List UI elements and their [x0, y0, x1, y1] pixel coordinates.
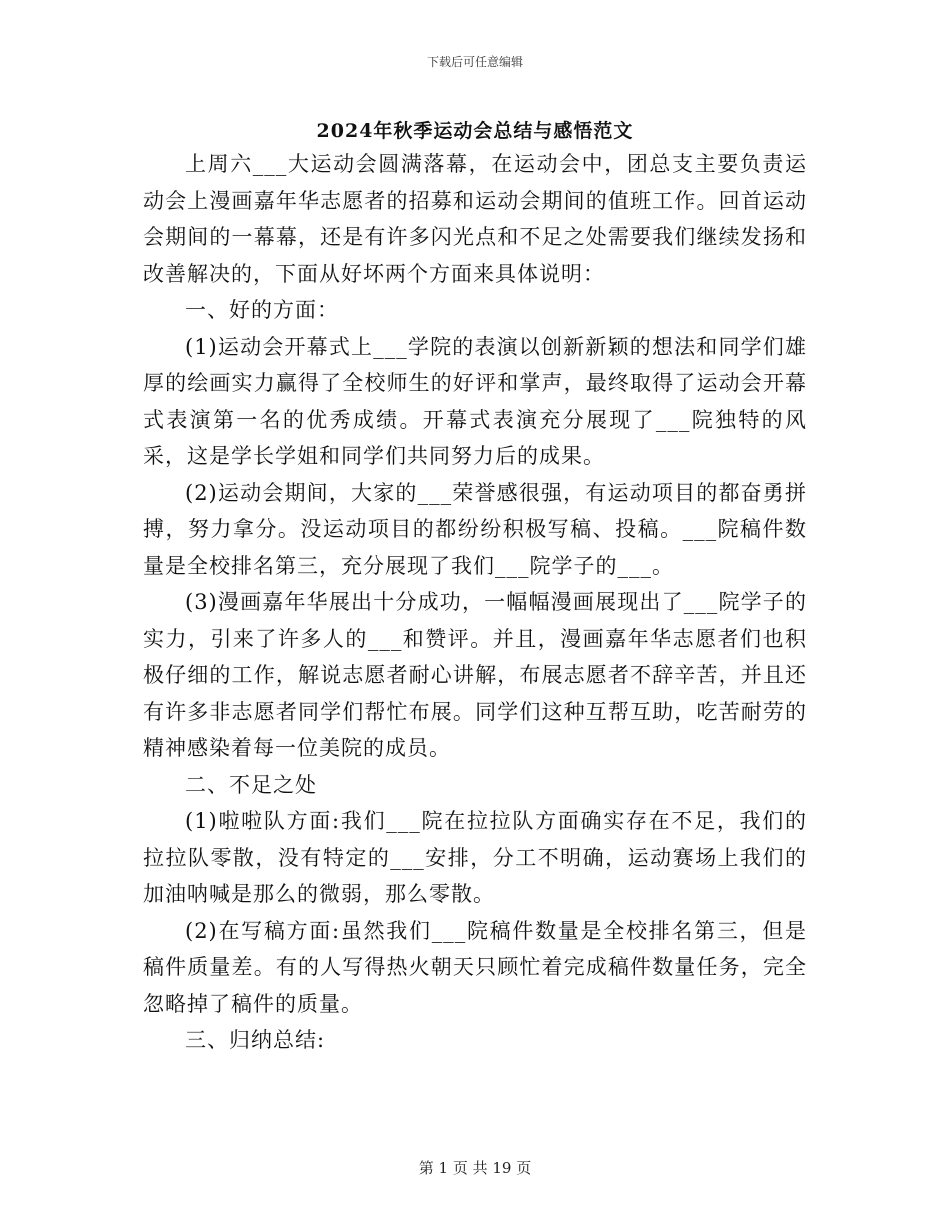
- section-heading-summary: 三、归纳总结:: [185, 1028, 326, 1052]
- section-heading-shortcomings: 二、不足之处: [185, 772, 317, 797]
- paragraph-shortcoming-1: (1)啦啦队方面:我们___院在拉拉队方面确实存在不足，我们的拉拉队零散，没有特定的___安排，分工不明确，运动赛场上我们的加油呐喊是那么的微弱，那么零散。: [143, 809, 807, 906]
- paragraph-good-2: (2)运动会期间，大家的___荣誉感很强，有运动项目的都奋勇拼搏，努力拿分。没运动项目的都纷纷积极写稿、投稿。___院稿件数量是全校排名第三，充分展现了我们___院学子的___。: [143, 480, 807, 578]
- paragraph-good-1: (1)运动会开幕式上___学院的表演以创新新颖的想法和同学们雄厚的绘画实力赢得了全校师生的好评和掌声，最终取得了运动会开幕式表演第一名的优秀成绩。开幕式表演充分展现了___院独特的风采，这是学长学姐和同学们共同努力后的成果。: [143, 334, 807, 468]
- paragraph-intro: 上周六___大运动会圆满落幕，在运动会中，团总支主要负责运动会上漫画嘉年华志愿者的招募和运动会期间的值班工作。回首运动会期间的一幕幕，还是有许多闪光点和不足之处需要我们继续发扬和改善解决的，下面从好坏两个方面来具体说明：: [143, 152, 807, 286]
- document-body: [143, 146, 807, 1059]
- page-header-note: 下载后可任意编辑: [426, 55, 523, 69]
- page-number: 第 1 页 共 19 页: [418, 1159, 532, 1177]
- paragraph-good-3: (3)漫画嘉年华展出十分成功，一幅幅漫画展现出了___院学子的实力，引来了许多人的___和赞评。并且，漫画嘉年华志愿者们也积极仔细的工作，解说志愿者耐心讲解，布展志愿者不辞辛苦，并且还有许多非志愿者同学们帮忙布展。同学们这种互帮互助，吃苦耐劳的精神感染着每一位美院的成员。: [143, 590, 807, 760]
- document-title: 2024年秋季运动会总结与感悟范文: [316, 120, 634, 142]
- paragraph-shortcoming-2: (2)在写稿方面:虽然我们___院稿件数量是全校排名第三，但是稿件质量差。有的人写得热火朝天只顾忙着完成稿件数量任务，完全忽略掉了稿件的质量。: [143, 918, 807, 1016]
- section-heading-good: 一、好的方面：: [185, 298, 339, 322]
